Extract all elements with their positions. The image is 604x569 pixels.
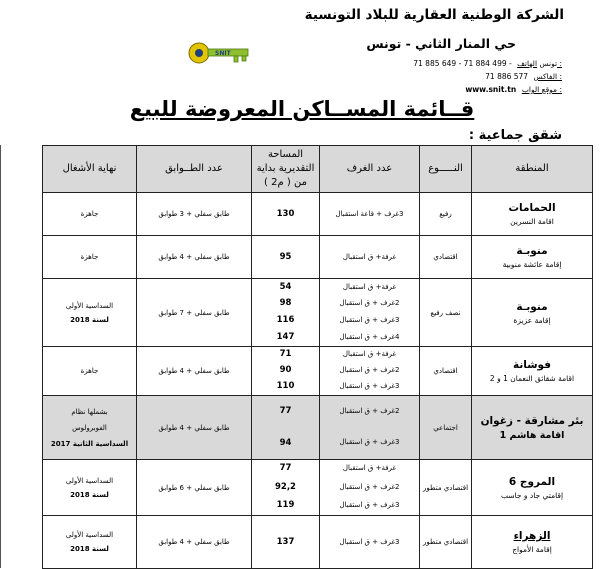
completion-cell (43, 279, 137, 347)
completion-line: لسنة 2018 (70, 315, 109, 324)
header-floors: عدد الطــوابق (137, 146, 252, 193)
region-name: المروج 6 (508, 475, 556, 488)
area-cell: 130 (252, 193, 320, 236)
area-line: 77 (279, 406, 292, 417)
area-line: 92,2 (275, 481, 296, 492)
section-label: شقق جماعية : (468, 128, 562, 143)
rooms-line: 3غرف + ق استقبال (339, 500, 400, 509)
rooms-cell (320, 347, 420, 396)
rooms-line: غرفة+ ق استقبال (342, 350, 397, 359)
completion-cell (43, 460, 137, 516)
contact-website-value: www.snit.tn (465, 85, 517, 94)
completion-cell (43, 396, 137, 460)
completion-line: لسنة 2018 (70, 545, 109, 553)
region-sub: إقامة الأمواج (512, 545, 552, 554)
type-cell: اجتماعي (420, 396, 472, 460)
contact-phone-label: الهاتف : (517, 59, 562, 68)
contact-fax-label: الفاكس : (533, 72, 562, 81)
table-row (43, 396, 593, 460)
rooms-cell (320, 279, 420, 347)
completion-line: لسنة 2018 (70, 490, 109, 499)
table-row (43, 193, 593, 236)
area-line: 71 (279, 349, 292, 360)
area-line: 90 (279, 365, 292, 376)
region-name: منوبـة (516, 245, 548, 257)
type-cell: اقتصادي متطور (420, 516, 472, 569)
type-cell: نصف رفيع (420, 279, 472, 347)
area-line: 77 (279, 463, 292, 474)
rooms-line: 2غرف + ق استقبال (339, 406, 400, 415)
region-cell (472, 516, 593, 569)
header-area: المساحة التقديرية بداية من ( م2 ) (252, 146, 320, 193)
area-cell (252, 396, 320, 460)
region-name: فوشانة (512, 359, 552, 371)
region-sub: إقامة عزيزة (513, 315, 551, 325)
type-cell: اقتصادي (420, 236, 472, 279)
table-row (43, 347, 593, 396)
completion-line: السداسية الأولى (65, 301, 114, 310)
table-header-row (43, 146, 593, 193)
company-location: حي المنار الثاني - تونس (366, 36, 516, 51)
rooms-line: 2غرف + ق استقبال (339, 482, 400, 491)
region-name: الحمامات (508, 202, 556, 214)
table-row (43, 279, 593, 347)
rooms-line: 3غرف + ق استقبال (339, 316, 400, 325)
region-sub: اقامة هاشم 1 (499, 429, 565, 441)
rooms-line: 4غرف + ق استقبال (339, 332, 400, 341)
completion-line: الفوبرولوس (72, 423, 107, 432)
floors-cell: طابق سفلي + 4 طوابق (137, 516, 252, 569)
floors-cell: طابق سفلي + 4 طوابق (137, 236, 252, 279)
area-line: 116 (276, 315, 295, 326)
completion-line: السداسية الأولى (65, 531, 114, 539)
logo-text: SNIT (215, 50, 231, 57)
table-row (43, 236, 593, 279)
rooms-line: 2غرف + ق استقبال (339, 366, 400, 375)
region-name: بئر مشارقة - زغوان (480, 414, 584, 427)
listings-table (42, 145, 593, 569)
type-cell: رفيع (420, 193, 472, 236)
region-cell (472, 460, 593, 516)
region-cell (472, 396, 593, 460)
completion-line: بشملها نظام (71, 407, 108, 416)
rooms-cell (320, 460, 420, 516)
floors-cell: طابق سفلي + 6 طوابق (137, 460, 252, 516)
rooms-line: غرفة+ ق استقبال (342, 464, 397, 473)
region-sub: إقامتي جاد و جاسب (500, 490, 564, 500)
company-name: الشركة الوطنية العقارية للبلاد التونسية (304, 7, 564, 23)
completion-line: السداسية الثانية 2017 (50, 439, 129, 448)
table-row (43, 460, 593, 516)
region-cell (472, 193, 593, 236)
region-cell (472, 236, 593, 279)
contact-phone-value: 71 885 649 - 71 884 499 - تونس (413, 59, 558, 68)
area-line: 54 (279, 281, 292, 292)
contact-fax (485, 72, 562, 81)
header-rooms: عدد الغرف (320, 146, 420, 193)
rooms-cell: 3غرف + قاعة استقبال (320, 193, 420, 236)
area-cell: 95 (252, 236, 320, 279)
completion-cell: جاهزة (43, 236, 137, 279)
area-cell (252, 347, 320, 396)
contact-website (465, 85, 562, 94)
rooms-line: 2غرف + ق استقبال (339, 299, 400, 308)
rooms-line: 3غرف + ق استقبال (339, 438, 400, 447)
completion-cell: جاهزة (43, 193, 137, 236)
rooms-cell (320, 396, 420, 460)
floors-cell: طابق سفلي + 3 طوابق (137, 193, 252, 236)
completion-cell (43, 516, 137, 569)
region-sub: اقامة النسرين (510, 217, 554, 226)
left-border-line (0, 145, 1, 568)
completion-cell: جاهزة (43, 347, 137, 396)
region-sub: إقامة عائشة منوبية (502, 260, 562, 269)
area-line: 98 (279, 298, 292, 309)
region-name: منوبـة (516, 300, 548, 313)
contact-website-label: موقع الواب : (521, 85, 562, 94)
rooms-cell: 3غرف + ق استقبال (320, 516, 420, 569)
rooms-line: 3غرف + ق استقبال (339, 382, 400, 391)
area-line: 110 (276, 381, 295, 392)
type-cell: اقتصادي متطور (420, 460, 472, 516)
rooms-line: غرفة+ ق استقبال (342, 282, 397, 291)
rooms-cell: غرفة+ ق استقبال (320, 236, 420, 279)
area-cell (252, 460, 320, 516)
header-completion: نهاية الأشغال (43, 146, 137, 193)
page-title: قــائمة المســاكن المعروضة للبيع (129, 97, 475, 121)
area-cell: 137 (252, 516, 320, 569)
contact-phone (413, 59, 562, 68)
type-cell: اقتصادي (420, 347, 472, 396)
region-cell (472, 279, 593, 347)
completion-line: السداسية الأولى (65, 476, 114, 485)
key-logo-icon (188, 38, 250, 68)
area-line: 147 (276, 331, 295, 342)
floors-cell: طابق سفلي + 7 طوابق (137, 279, 252, 347)
contact-fax-value: 71 886 577 (485, 72, 529, 81)
header-region: المنطقة (472, 146, 593, 193)
floors-cell: طابق سفلي + 4 طوابق (137, 347, 252, 396)
region-sub: اقامة شقائق النعمان 1 و 2 (489, 374, 575, 383)
area-line: 119 (276, 500, 295, 511)
table-row (43, 516, 593, 569)
floors-cell: طابق سفلي + 4 طوابق (137, 396, 252, 460)
region-name: الزهراء (513, 530, 551, 542)
region-cell (472, 347, 593, 396)
area-line: 94 (279, 437, 292, 448)
area-cell (252, 279, 320, 347)
header-type: النـــــوع (420, 146, 472, 193)
